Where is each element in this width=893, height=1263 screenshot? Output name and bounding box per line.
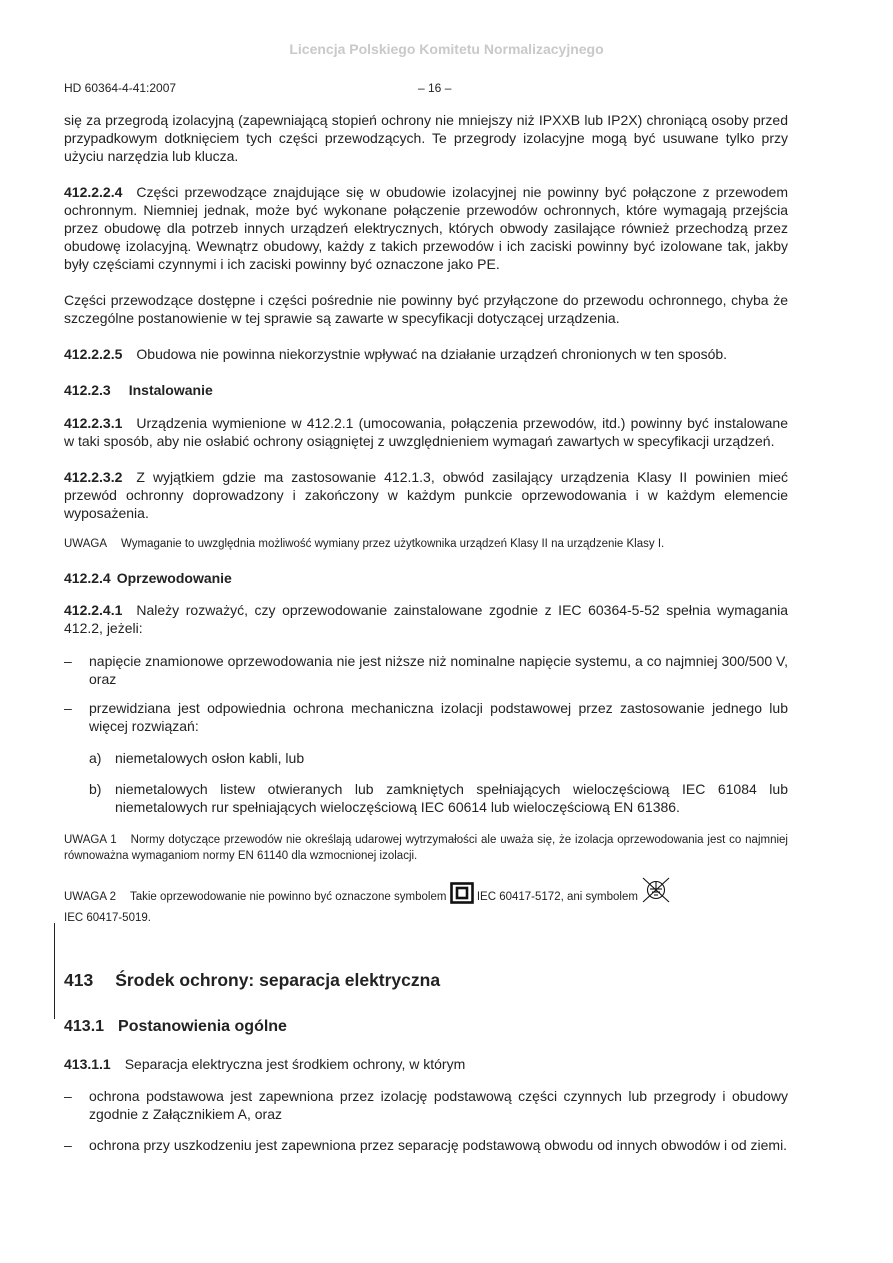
paragraph-exposed-parts: Części przewodzące dostępne i części pośrednie nie powinny być przyłączone do przewodu ochronnego, chyba że szczególne postanowienie w tej sprawie są zawarte w specyfikacji dotyczącej urządzenia.	[64, 292, 788, 326]
clause-text: Obudowa nie powinna niekorzystnie wpływać na działanie urządzeń chronionych w ten sposób.	[136, 346, 728, 362]
page-number: – 16 –	[418, 81, 452, 95]
heading-413-1	[64, 1017, 788, 1037]
clause-text: Urządzenia wymienione w 412.2.1 (umocowania, połączenia przewodów, itd.) powinny być instalowane w taki sposób, aby nie osłabić ochrony osiągniętej z uwzględnieniem wymagań zawartych w specyfikacji urządzeń.	[64, 415, 788, 449]
clause-412-2-3-2	[64, 468, 788, 522]
note-text: Normy dotyczące przewodów nie określają udarowej wytrzymałości ale uważa się, że izolacja oprzewodowania jest co najmniej równoważna wymaganiom normy EN 61140 dla wzmocnionej izolacji.	[64, 834, 788, 862]
heading-412-2-3	[64, 381, 788, 399]
list-item	[64, 749, 788, 767]
wiring-conditions-list	[64, 652, 788, 735]
clause-412-2-2-4	[64, 183, 788, 273]
clause-number: 412.2.2.5	[64, 346, 123, 362]
list-item: – napięcie znamionowe oprzewodowania nie jest niższe niż nominalne napięcie systemu, a co najmniej 300/500 V, oraz	[64, 652, 788, 688]
clause-number: 412.2.2.4	[64, 184, 123, 200]
heading-title: Instalowanie	[128, 382, 213, 398]
note-text: Takie oprzewodowanie nie powinno być oznaczone symbolem	[129, 891, 447, 903]
note-text: IEC 60417-5019.	[64, 912, 151, 924]
list-item-text: ochrona przy uszkodzeniu jest zapewniona przez separację podstawową obwodu od innych obwodów i od ziemi.	[89, 1137, 788, 1153]
clause-number: 412.2.3.1	[64, 415, 123, 431]
heading-413	[64, 969, 788, 991]
note-label: UWAGA 2	[64, 891, 116, 903]
heading-number: 412.2.3	[64, 382, 111, 398]
clause-413-1-1	[64, 1055, 788, 1073]
heading-title: Postanowienia ogólne	[118, 1018, 287, 1035]
list-item	[64, 1087, 788, 1123]
change-bar	[54, 923, 55, 1019]
no-protective-earth-symbol-icon	[641, 876, 671, 910]
heading-number: 413.1	[64, 1018, 105, 1035]
note-class-ii	[64, 536, 788, 552]
clause-text: Należy rozważyć, czy oprzewodowanie zainstalowane zgodnie z IEC 60364-5-52 spełnia wymagania 412.2, jeżeli:	[64, 602, 788, 636]
heading-title: Oprzewodowanie	[116, 570, 232, 586]
document-id: HD 60364-4-41:2007	[64, 81, 177, 95]
clause-text: Z wyjątkiem gdzie ma zastosowanie 412.1.3, obwód zasilający urządzenia Klasy II powinien mieć przewód ochronny doprowadzony i zakończony w każdym punkcie oprzewodowania i w każdym elemencie wyposażenia.	[64, 469, 788, 521]
note-2	[64, 876, 788, 927]
page-header	[64, 81, 788, 97]
clause-text: Części przewodzące znajdujące się w obudowie izolacyjnej nie powinny być połączone z przewodem ochronnym. Niemniej jednak, może być wykonane połączenie przewodów ochronnych, które wymagają przejścia przez obudowę dla potrzeb innych urządzeń elektrycznych, których obwody zasilające również przechodzą przez obudowę izolacyjną. Wewnątrz obudowy, każdy z takich przewodów i ich zaciski powinny być izolowane tak, jakby były częściami czynnymi i ich zaciski powinny być oznaczone jako PE.	[64, 184, 788, 272]
list-item-text: niemetalowych osłon kabli, lub	[115, 750, 305, 766]
clause-412-2-3-1	[64, 414, 788, 450]
list-marker: a)	[89, 750, 102, 766]
clause-text: Separacja elektryczna jest środkiem ochrony, w którym	[124, 1056, 466, 1072]
heading-title: Środek ochrony: separacja elektryczna	[115, 970, 441, 990]
list-item	[64, 699, 788, 735]
note-text: IEC 60417-5172, ani symbolem	[476, 891, 638, 903]
list-item-text: niemetalowych listew otwieranych lub zamkniętych spełniających wieloczęściową IEC 61084 lub niemetalowych rur spełniających wieloczęściową IEC 60614 lub wieloczęściową EN 61386.	[115, 781, 788, 815]
heading-number: 413	[64, 970, 94, 990]
note-text: Wymaganie to uwzględnia możliwość wymiany przez użytkownika urządzeń Klasy II na urządzenie Klasy I.	[121, 538, 665, 550]
heading-number: 412.2.4	[64, 570, 111, 586]
protection-solutions-list	[64, 749, 788, 816]
clause-412-2-2-5	[64, 345, 788, 363]
watermark: Licencja Polskiego Komitetu Normalizacyjnego	[289, 41, 604, 57]
list-item	[64, 1136, 788, 1154]
page-content	[64, 111, 788, 1165]
list-item-text: przewidziana jest odpowiednia ochrona mechaniczna izolacji podstawowej przez zastosowanie jednego lub więcej rozwiązań:	[89, 700, 788, 734]
separation-conditions-list	[64, 1087, 788, 1154]
clause-number: 412.2.3.2	[64, 469, 123, 485]
note-1	[64, 832, 788, 864]
clause-number: 413.1.1	[64, 1056, 111, 1072]
clause-412-2-4-1	[64, 601, 788, 637]
list-item-text: ochrona podstawowa jest zapewniona przez izolację podstawową części czynnych lub przegrody i obudowy zgodnie z Załącznikiem A, oraz	[89, 1088, 788, 1122]
note-label: UWAGA 1	[64, 834, 117, 846]
double-insulation-symbol-icon	[450, 882, 474, 910]
note-label: UWAGA	[64, 538, 108, 550]
clause-number: 412.2.4.1	[64, 602, 123, 618]
list-marker: b)	[89, 781, 102, 797]
paragraph-intro: się za przegrodą izolacyjną (zapewniającą stopień ochrony nie mniejszy niż IPXXB lub IP2X) chroniącą osoby przed przypadkowym dotknięciem tych części przewodzących. Te przegrody izolacyjne mogą być usuwane tylko przy użyciu narzędzia lub klucza.	[64, 112, 788, 164]
list-item	[64, 780, 788, 816]
heading-412-2-4	[64, 569, 788, 587]
